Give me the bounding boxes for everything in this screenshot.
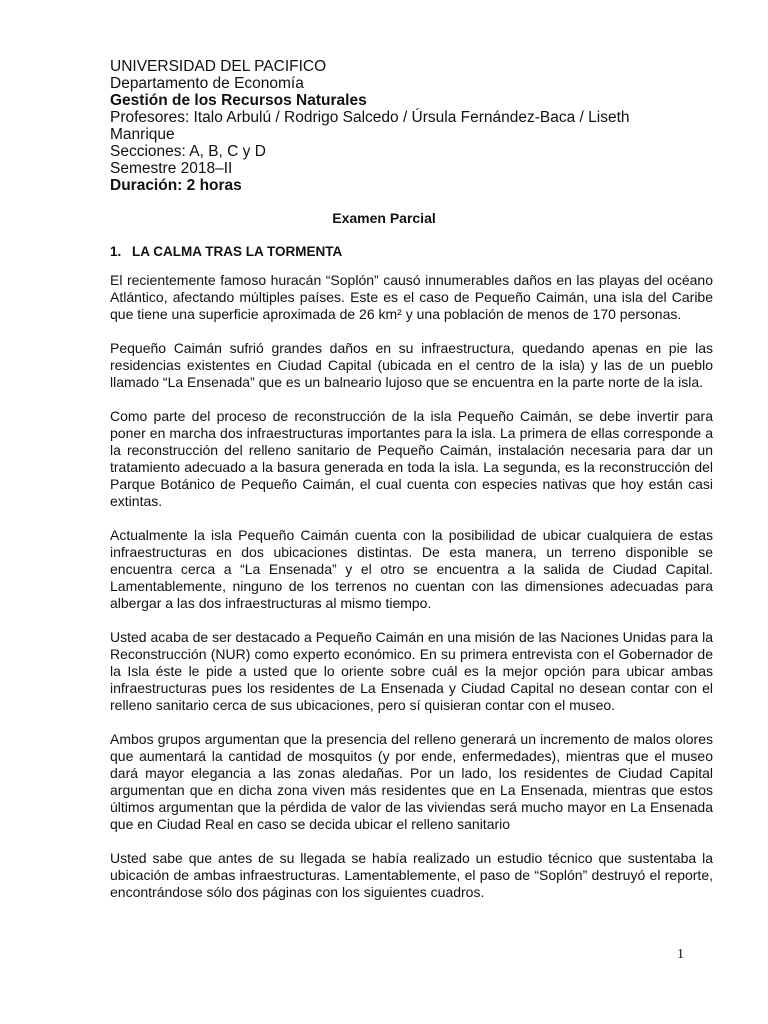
paragraph: Pequeño Caimán sufrió grandes daños en su infraestructura, quedando apenas en pie las residencias existentes en Ciudad Capital (ubicada en el centro de la isla) y las de un pueblo llamado “La Ensenada” que es un balneario lujoso que se encuentra en la parte norte de la isla. (110, 340, 713, 390)
paragraph: Usted sabe que antes de su llegada se había realizado un estudio técnico que sustentaba la ubicación de ambas infraestructuras. Lamentablemente, el paso de “Soplón” destruyó el reporte, encontrándose sólo dos páginas con los siguientes cuadros. (110, 850, 713, 900)
course-name: Gestión de los Recursos Naturales (110, 92, 367, 109)
sections-line: Secciones: A, B, C y D (110, 143, 266, 160)
duration-line: Duración: 2 horas (110, 177, 242, 194)
semester-line: Semestre 2018–II (110, 160, 233, 177)
document-header (110, 58, 670, 194)
department-name: Departamento de Economía (110, 75, 304, 92)
section-title: LA CALMA TRAS LA TORMENTA (132, 244, 343, 259)
professors-line: Profesores: Italo Arbulú / Rodrigo Salcedo / Úrsula Fernández-Baca / Liseth Manrique (110, 109, 630, 143)
university-name: UNIVERSIDAD DEL PACIFICO (110, 58, 327, 75)
exam-title: Examen Parcial (332, 210, 436, 226)
paragraph: El recientemente famoso huracán “Soplón” causó innumerables daños en las playas del océano Atlántico, afectando múltiples países. Este es el caso de Pequeño Caimán, una isla del Caribe que tiene una superficie aproximada de 26 km² y una población de menos de 170 personas. (110, 272, 713, 322)
section-body (110, 272, 713, 918)
section-heading (110, 244, 342, 259)
paragraph: Ambos grupos argumentan que la presencia del relleno generará un incremento de malos olores que aumentará la cantidad de mosquitos (y por ende, enfermedades), mientras que el museo dará mayor elegancia a las zonas aledañas. Por un lado, los residentes de Ciudad Capital argumentan que en dicha zona viven más residentes que en La Ensenada, mientras que estos últimos argumentan que la pérdida de valor de las viviendas será mucho mayor en La Ensenada que en Ciudad Real en caso se decida ubicar el relleno sanitario (110, 731, 713, 832)
paragraph: Como parte del proceso de reconstrucción de la isla Pequeño Caimán, se debe invertir para poner en marcha dos infraestructuras importantes para la isla. La primera de ellas corresponde a la reconstrucción del relleno sanitario de Pequeño Caimán, instalación necesaria para dar un tratamiento adecuado a la basura generada en toda la isla. La segunda, es la reconstrucción del Parque Botánico de Pequeño Caimán, el cual cuenta con especies nativas que hoy están casi extintas. (110, 408, 713, 509)
section-number: 1. (110, 244, 122, 259)
paragraph: Actualmente la isla Pequeño Caimán cuenta con la posibilidad de ubicar cualquiera de estas infraestructuras en dos ubicaciones distintas. De esta manera, un terreno disponible se encuentra cerca a “La Ensenada” y el otro se encuentra a la salida de Ciudad Capital. Lamentablemente, ninguno de los terrenos no cuentan con las dimensiones adecuadas para albergar a las dos infraestructuras al mismo tiempo. (110, 527, 713, 611)
page-number: 1 (677, 947, 684, 962)
paragraph: Usted acaba de ser destacado a Pequeño Caimán en una misión de las Naciones Unidas para la Reconstrucción (NUR) como experto económico. En su primera entrevista con el Gobernador de la Isla éste le pide a usted que lo oriente sobre cuál es la mejor opción para ubicar ambas infraestructuras pues los residentes de La Ensenada y Ciudad Capital no desean contar con el relleno sanitario cerca de sus ubicaciones, pero sí quisieran contar con el museo. (110, 629, 713, 713)
